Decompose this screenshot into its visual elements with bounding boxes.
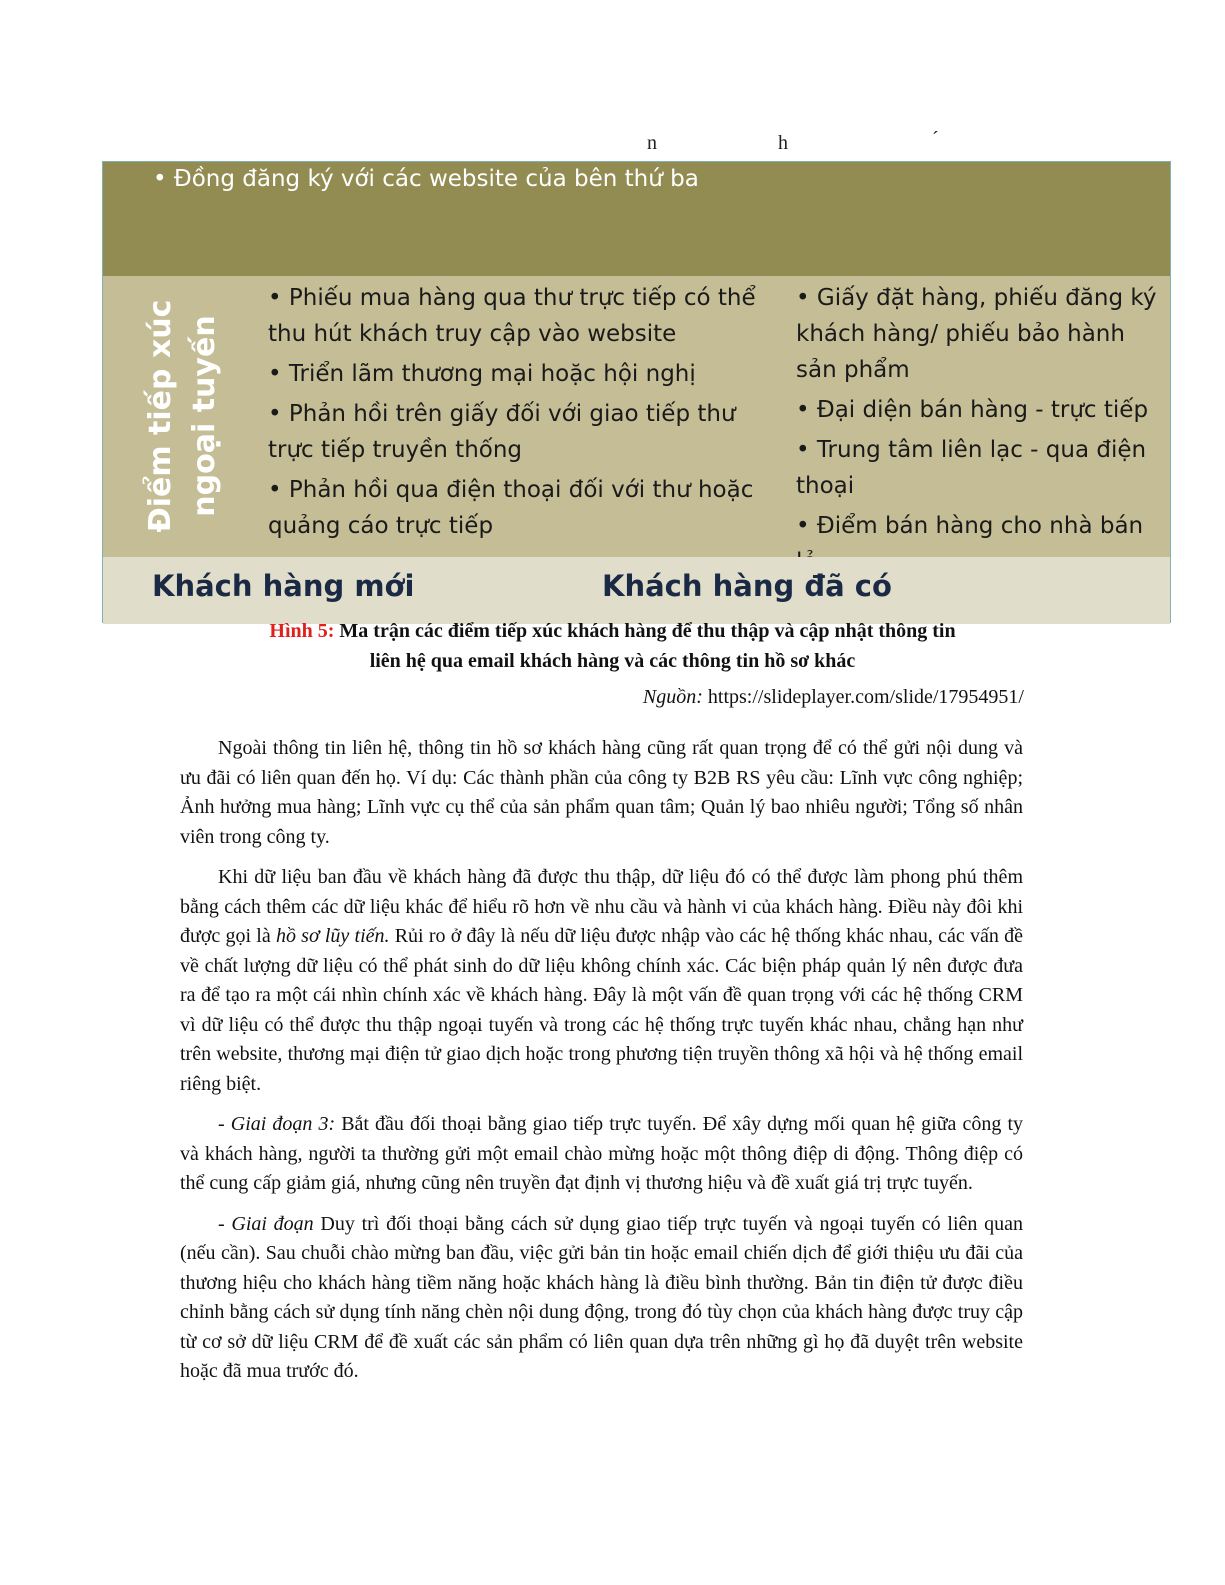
paragraph-text: Khi dữ liệu ban đầu về khách hàng đã được thu thập, dữ liệu đó có thể được làm phong phú thêm bằng cách thêm các dữ liệu khác để hiểu rõ hơn về nhu cầu và hành vi của khách hàng. Điều này đôi khi được gọi là	[180, 866, 1023, 947]
paragraph-term: hồ sơ lũy tiến.	[275, 925, 390, 947]
matrix-bottom-row	[103, 557, 1170, 624]
paragraph-text: Duy trì đối thoại bằng cách sử dụng giao tiếp trực tuyến và ngoại tuyến có liên quan (nếu cần). Sau chuỗi chào mừng ban đầu, việc gửi bản tin hoặc email chiến dịch để giới thiệu ưu đãi của thương hiệu cho khách hàng tiềm năng hoặc khách hàng là điều bình thường. Bản tin điện tử được điều chỉnh bằng cách sử dụng tính năng chèn nội dung động, trong đó tùy chọn của khách hàng được truy cập từ cơ sở dữ liệu CRM để đề xuất các sản phẩm có liên quan dựa trên những gì họ đã duyệt trên website hoặc đã mua trước đó.	[180, 1212, 1023, 1382]
paragraph	[180, 1210, 1023, 1387]
list-item: • Phản hồi qua điện thoại đối với thư hoặc quảng cáo trực tiếp	[268, 477, 754, 539]
matrix-offline-row	[103, 276, 1170, 557]
matrix-top-row	[103, 162, 1170, 276]
side-label-line: ngoại tuyến	[187, 315, 222, 517]
paragraph	[180, 1110, 1023, 1199]
stage-label: Giai đoạn	[231, 1212, 314, 1235]
list-item: • Triển lãm thương mại hoặc hội nghị	[268, 361, 696, 387]
figure-label: Hình 5:	[269, 620, 335, 642]
stage-label: Giai đoạn 3:	[230, 1113, 336, 1135]
existing-customers-column	[796, 280, 1168, 584]
offline-touchpoints-label	[103, 276, 263, 557]
touchpoint-matrix	[102, 161, 1171, 623]
top-row-item: • Đồng đăng ký với các website của bên thứ ba	[153, 166, 699, 192]
header-mark: ´	[932, 128, 939, 150]
paragraph-dash: -	[218, 1113, 231, 1135]
list-item: • Phản hồi trên giấy đối với giao tiếp thư trực tiếp truyền thống	[268, 401, 736, 463]
source-line	[643, 686, 1024, 709]
new-customers-column	[268, 280, 788, 548]
caption-line: Ma trận các điểm tiếp xúc khách hàng để thu thập và cập nhật thông tin	[334, 620, 956, 642]
list-item: • Trung tâm liên lạc - qua điện thoại	[796, 437, 1147, 499]
paragraph	[180, 863, 1023, 1099]
side-label-line: Điểm tiếp xúc	[143, 299, 178, 533]
list-item: • Phiếu mua hàng qua thư trực tiếp có thể thu hút khách truy cập vào website	[268, 285, 756, 347]
paragraph: Ngoài thông tin liên hệ, thông tin hồ sơ khách hàng cũng rất quan trọng để có thể gửi nội dung và ưu đãi có liên quan đến họ. Ví dụ: Các thành phần của công ty B2B RS yêu cầu: Lĩnh vực công nghiệp; Ảnh hưởng mua hàng; Lĩnh vực cụ thể của sản phẩm quan tâm; Quản lý bao nhiêu người; Tổng số nhân viên trong công ty.	[180, 737, 1023, 848]
paragraph-text: Bắt đầu đối thoại bằng giao tiếp trực tuyến. Để xây dựng mối quan hệ giữa công ty và khách hàng, người ta thường gửi một email chào mừng hoặc một thông điệp di động. Thông điệp có thể cung cấp giảm giá, nhưng cũng nên truyền đạt định vị thương hiệu và đề xuất giá trị trực tuyến.	[180, 1113, 1023, 1194]
header-mark: n	[647, 132, 657, 154]
list-item: • Điểm bán hàng cho nhà bán	[796, 513, 1144, 539]
body-text	[180, 734, 1023, 1398]
caption-line: liên hệ qua email khách hàng và các thông tin hồ sơ khác	[369, 650, 856, 672]
source-url: https://slideplayer.com/slide/17954951/	[702, 686, 1024, 708]
figure-caption	[0, 616, 1225, 676]
list-item: • Đại diện bán hàng - trực tiếp	[796, 397, 1149, 423]
new-customers-label: Khách hàng mới	[152, 569, 415, 603]
header-marks	[0, 128, 1225, 160]
paragraph-dash: -	[218, 1212, 232, 1235]
paragraph-text: Rủi ro ở đây là nếu dữ liệu được nhập vào các hệ thống khác nhau, các vấn đề về chất lượng dữ liệu có thể phát sinh do dữ liệu không chính xác. Các biện pháp quản lý nên được đưa ra để tạo ra một cái nhìn chính xác về khách hàng. Đây là một vấn đề quan trọng với các hệ thống CRM vì dữ liệu có thể được thu thập ngoại tuyến và trong các hệ thống trực tuyến khác nhau, chẳng hạn như trên website, thương mại điện tử giao dịch hoặc trong phương tiện truyền thông xã hội và hệ thống email riêng biệt.	[180, 925, 1023, 1095]
header-mark: h	[778, 132, 788, 154]
list-item: • Giấy đặt hàng, phiếu đăng ký khách hàng/ phiếu bảo hành sản phẩm	[796, 285, 1157, 383]
existing-customers-label: Khách hàng đã có	[602, 569, 892, 603]
source-label: Nguồn:	[642, 686, 703, 708]
